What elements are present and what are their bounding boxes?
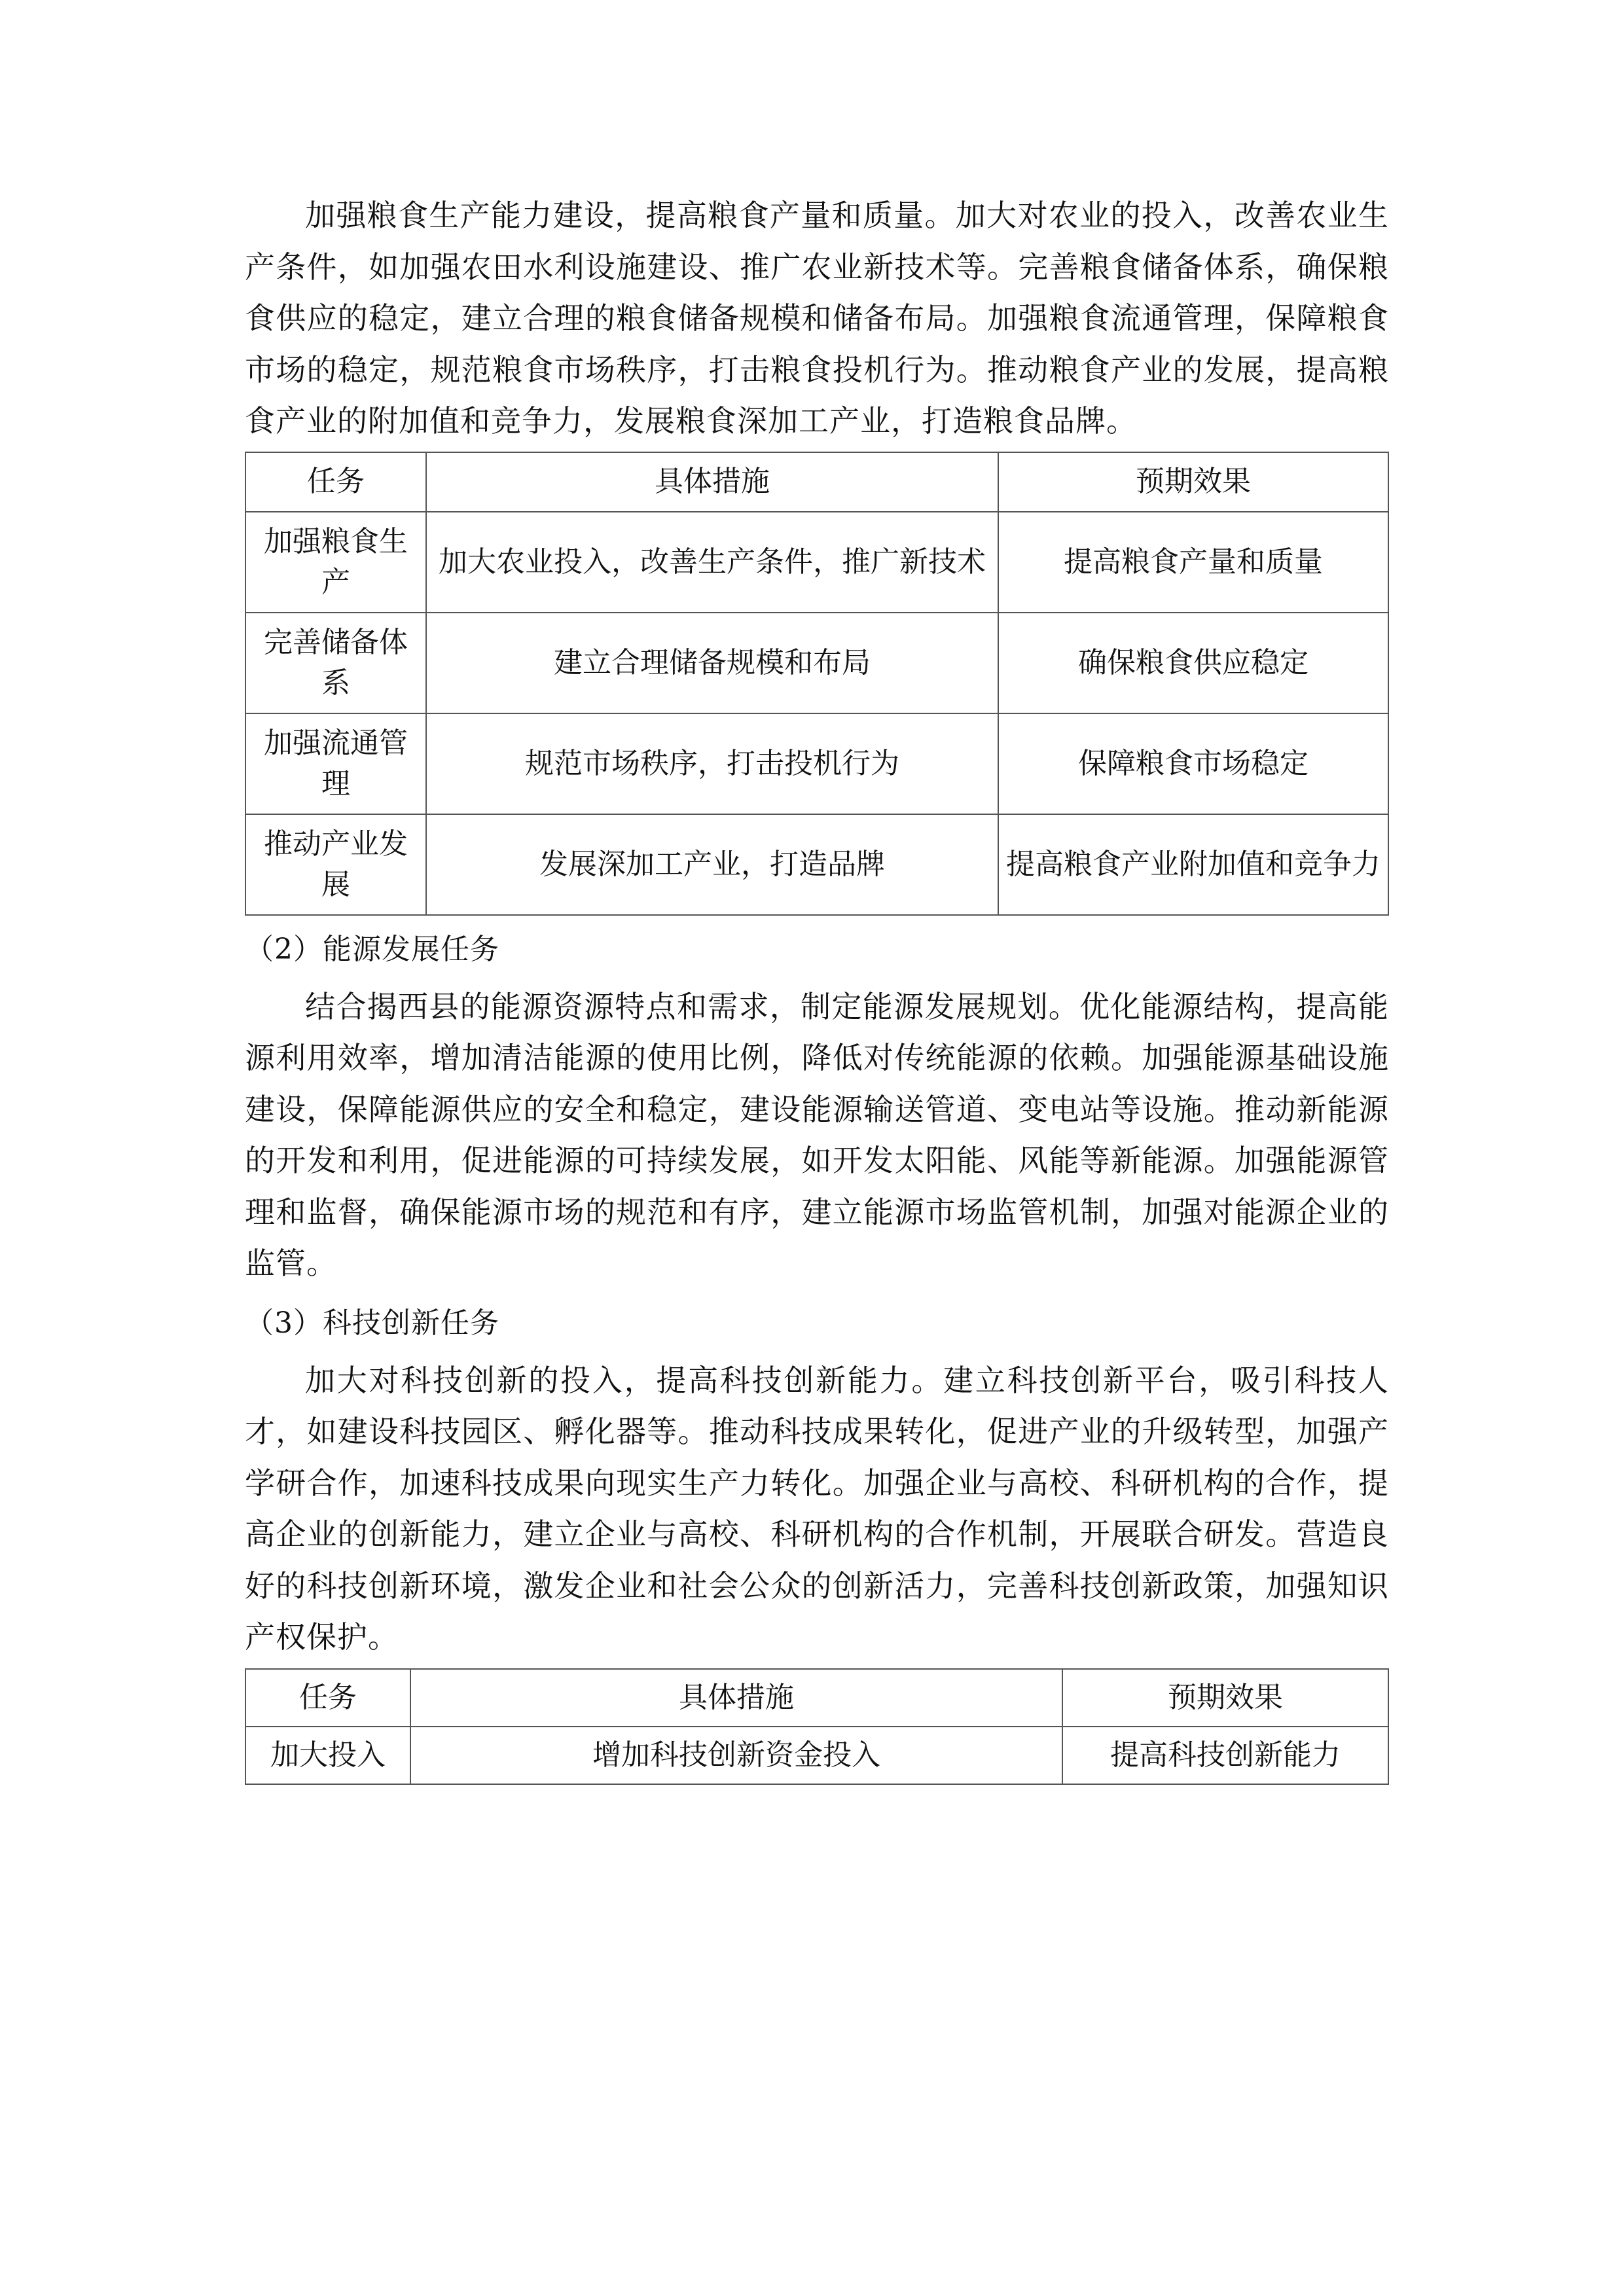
table-header-row xyxy=(245,1669,1388,1727)
document-page xyxy=(245,190,1389,1785)
table-row xyxy=(245,512,1388,613)
header-measures: 具体措施 xyxy=(410,1669,1062,1727)
header-effect: 预期效果 xyxy=(998,452,1388,512)
grain-paragraph: 加强粮食生产能力建设，提高粮食产量和质量。加大对农业的投入，改善农业生产条件，如加强农田水利设施建设、推广农业新技术等。完善粮食储备体系，确保粮食供应的稳定，建立合理的粮食储备规模和储备布局。加强粮食流通管理，保障粮食市场的稳定，规范粮食市场秩序，打击粮食投机行为。推动粮食产业的发展，提高粮食产业的附加值和竞争力，发展粮食深加工产业，打造粮食品牌。 xyxy=(245,198,1389,439)
header-measures: 具体措施 xyxy=(426,452,998,512)
table-row xyxy=(245,613,1388,713)
table-cell: 提高科技创新能力 xyxy=(1062,1727,1388,1784)
header-effect: 预期效果 xyxy=(1062,1669,1388,1727)
table-cell: 加强流通管理 xyxy=(245,713,426,814)
table-cell: 保障粮食市场稳定 xyxy=(998,713,1388,814)
energy-heading: （2）能源发展任务 xyxy=(245,932,499,966)
tech-task-table xyxy=(245,1668,1389,1785)
table-cell: 加大农业投入，改善生产条件，推广新技术 xyxy=(426,512,998,613)
table-cell: 规范市场秩序，打击投机行为 xyxy=(426,713,998,814)
table-row xyxy=(245,814,1388,915)
table-header-row xyxy=(245,452,1388,512)
table-cell: 加强粮食生产 xyxy=(245,512,426,613)
table-row xyxy=(245,1727,1388,1784)
table-row xyxy=(245,713,1388,814)
energy-paragraph: 结合揭西县的能源资源特点和需求，制定能源发展规划。优化能源结构，提高能源利用效率，增加清洁能源的使用比例，降低对传统能源的依赖。加强能源基础设施建设，保障能源供应的安全和稳定，建设能源输送管道、变电站等设施。推动新能源的开发和利用，促进能源的可持续发展，如开发太阳能、风能等新能源。加强能源管理和监督，确保能源市场的规范和有序，建立能源市场监管机制，加强对能源企业的监管。 xyxy=(245,988,1389,1281)
table-cell: 提高粮食产量和质量 xyxy=(998,512,1388,613)
table-cell: 发展深加工产业，打造品牌 xyxy=(426,814,998,915)
table-cell: 建立合理储备规模和布局 xyxy=(426,613,998,713)
table-cell: 推动产业发展 xyxy=(245,814,426,915)
table-cell: 增加科技创新资金投入 xyxy=(410,1727,1062,1784)
header-task: 任务 xyxy=(245,1669,410,1727)
table-cell: 完善储备体系 xyxy=(245,613,426,713)
grain-task-table xyxy=(245,452,1389,916)
table-cell: 加大投入 xyxy=(245,1727,410,1784)
table-cell: 提高粮食产业附加值和竞争力 xyxy=(998,814,1388,915)
table-cell: 确保粮食供应稳定 xyxy=(998,613,1388,713)
header-task: 任务 xyxy=(245,452,426,512)
tech-heading: （3）科技创新任务 xyxy=(245,1306,499,1340)
tech-paragraph: 加大对科技创新的投入，提高科技创新能力。建立科技创新平台，吸引科技人才，如建设科技园区、孵化器等。推动科技成果转化，促进产业的升级转型，加强产学研合作，加速科技成果向现实生产力转化。加强企业与高校、科研机构的合作，提高企业的创新能力，建立企业与高校、科研机构的合作机制，开展联合研发。营造良好的科技创新环境，激发企业和社会公众的创新活力，完善科技创新政策，加强知识产权保护。 xyxy=(245,1362,1389,1655)
